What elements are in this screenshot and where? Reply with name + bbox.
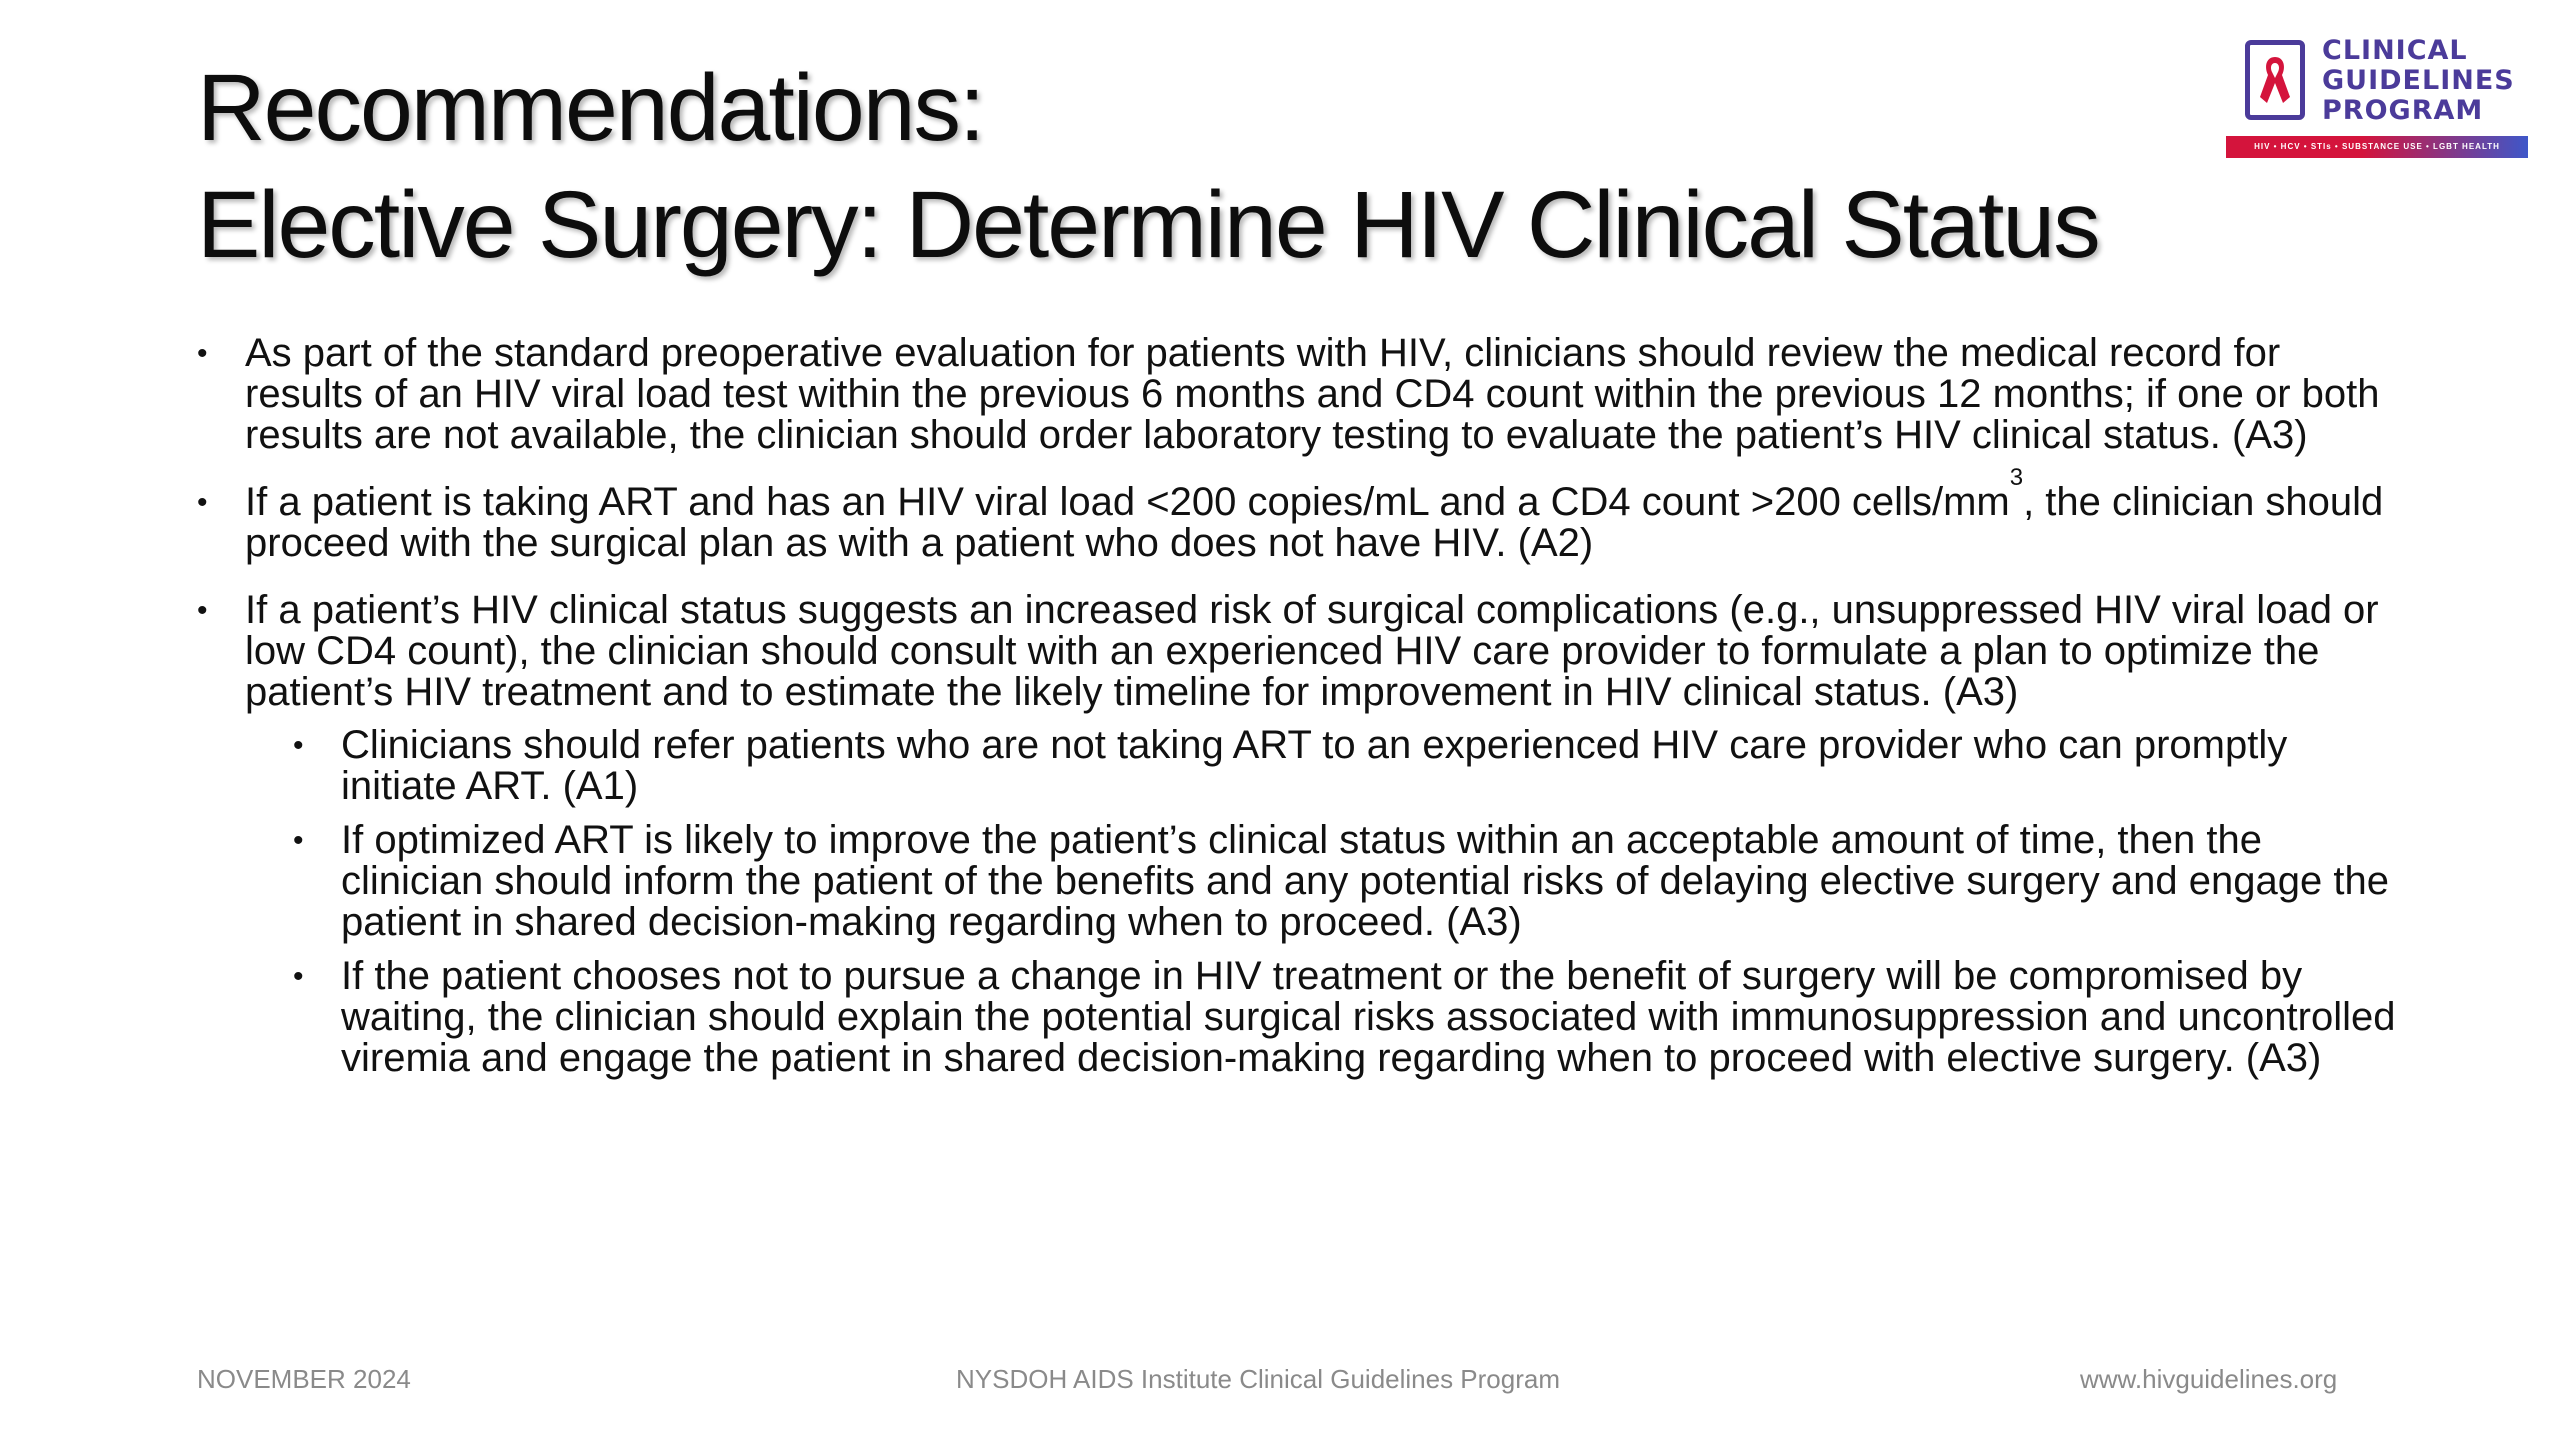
bullet-dot: •	[293, 824, 304, 857]
bullet-dot: •	[293, 960, 304, 993]
list-item	[197, 590, 2397, 713]
recommendations-list	[197, 333, 2397, 1092]
logo-wordmark	[2322, 36, 2515, 126]
footer-url[interactable]: www.hivguidelines.org	[2080, 1364, 2338, 1394]
bullet-text	[245, 464, 2384, 565]
logo-tagline-strip: HIV • HCV • STIs • SUBSTANCE USE • LGBT HEALTH	[2226, 136, 2528, 158]
list-item	[197, 333, 2397, 456]
bullet-text-part: , the clinician should proceed with the surgical plan as with a patient who does not have HIV. (A2)	[245, 480, 2384, 565]
bullet-dot: •	[197, 594, 208, 627]
bullet-dot: •	[293, 729, 304, 762]
sub-bullet-text: Clinicians should refer patients who are not taking ART to an experienced HIV care provider who can promptly initiate ART. (A1)	[341, 723, 2288, 808]
sub-list-item	[197, 725, 2397, 807]
footer-program: NYSDOH AIDS Institute Clinical Guidelines Program	[956, 1364, 1561, 1394]
slide-title-line-1: Recommendations:	[197, 55, 984, 161]
bullet-text: As part of the standard preoperative evaluation for patients with HIV, clinicians should review the medical record for results of an HIV viral load test within the previous 6 months and CD4 count within the previous 12 months; if one or both results are not available, the clinician should order laboratory testing to evaluate the patient’s HIV clinical status. (A3)	[245, 331, 2380, 457]
superscript-3: 3	[2009, 464, 2024, 491]
bullet-text-part: If a patient is taking ART and has an HIV viral load <200 copies/mL and a CD4 count >200 cells/mm	[245, 480, 2010, 524]
bullet-dot: •	[197, 337, 208, 370]
logo-line-3: PROGRAM	[2322, 95, 2484, 126]
slide-title-line-2: Elective Surgery: Determine HIV Clinical Status	[197, 172, 2099, 278]
logo-emblem	[2245, 40, 2305, 120]
clinical-guidelines-program-logo	[2226, 36, 2528, 162]
sub-list-item	[197, 820, 2397, 943]
footer-date: NOVEMBER 2024	[197, 1364, 411, 1394]
sub-list-item	[197, 956, 2397, 1079]
list-item	[197, 464, 2397, 565]
sub-bullet-text: If the patient chooses not to pursue a change in HIV treatment or the benefit of surgery will be compromised by waiting, the clinician should explain the potential surgical risks associated with immunosuppression and uncontrolled viremia and engage the patient in shared decision-making regarding when to proceed with elective surgery. (A3)	[341, 954, 2396, 1080]
slide-title	[197, 50, 2197, 284]
logo-line-2: GUIDELINES	[2322, 65, 2515, 96]
bullet-dot: •	[197, 486, 208, 519]
logo-line-1: CLINICAL	[2322, 35, 2468, 66]
sub-bullet-text: If optimized ART is likely to improve the patient’s clinical status within an acceptable amount of time, then the clinician should inform the patient of the benefits and any potential risks of delaying elective surgery and engage the patient in shared decision-making regarding when to proceed. (A3)	[341, 818, 2389, 944]
bullet-text: If a patient’s HIV clinical status suggests an increased risk of surgical complications (e.g., unsuppressed HIV viral load or low CD4 count), the clinician should consult with an experienced HIV care provider to formulate a plan to optimize the patient’s HIV treatment and to estimate the likely timeline for improvement in HIV clinical status. (A3)	[245, 588, 2379, 714]
ribbon-icon	[2256, 53, 2294, 109]
